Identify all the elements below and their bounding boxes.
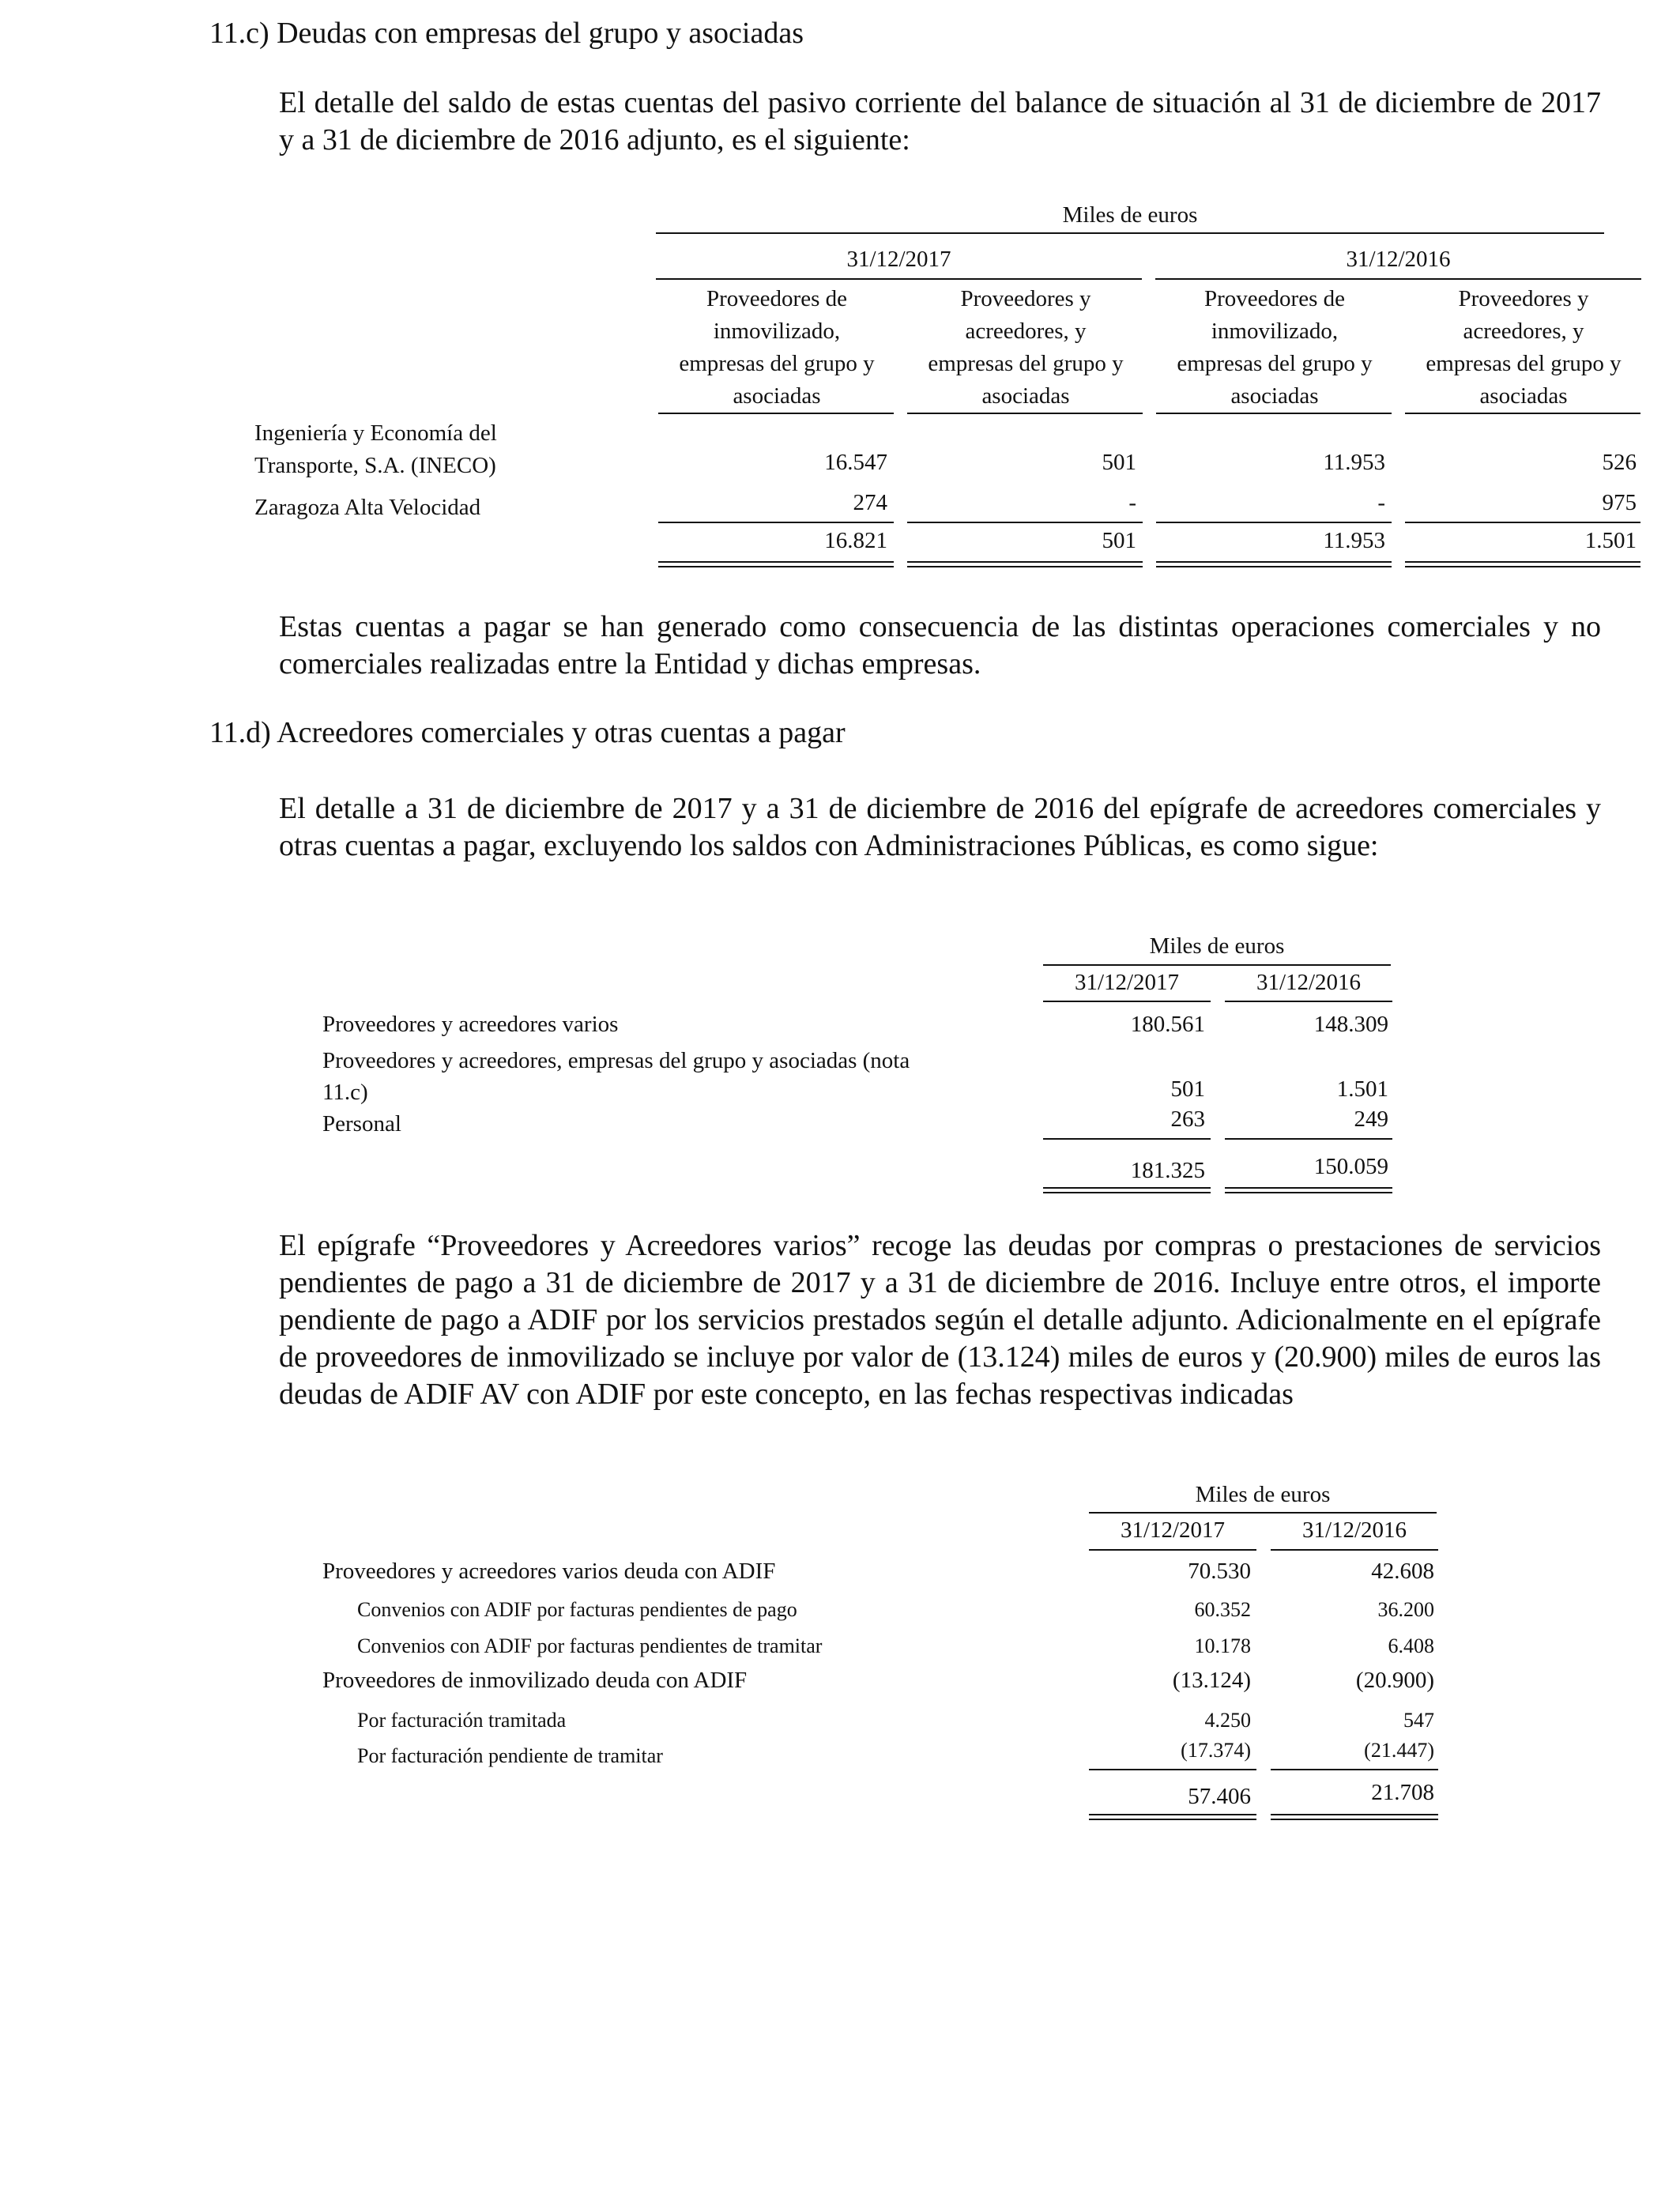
table-d-date-2016: 31/12/2016 — [1256, 970, 1362, 995]
table-d-row-label: Proveedores y acreedores varios — [322, 1012, 619, 1037]
table-adif-row-label: Por facturación tramitada — [357, 1709, 567, 1732]
table-c-cell: - — [1128, 490, 1136, 515]
table-c-unit: Miles de euros — [1062, 202, 1198, 228]
table-c-cell: 975 — [1602, 490, 1637, 515]
table-adif-cell: 42.608 — [1371, 1559, 1434, 1584]
section-c-intro: El detalle del saldo de estas cuentas del pasivo corriente del balance de situación al 31 de diciembre de 2017 y a 31 de diciembre de 2016 adjunto, es el siguiente: — [279, 86, 1601, 156]
table-c-cell: 16.547 — [824, 450, 887, 475]
table-adif-cell: (17.374) — [1181, 1739, 1251, 1762]
table-c-cell: 526 — [1602, 450, 1637, 475]
table-c-row-label: Ingeniería y Economía del Transporte, S.A. (INECO) — [254, 420, 497, 478]
table-d-total: 150.059 — [1313, 1154, 1388, 1179]
table-adif-cell: (13.124) — [1172, 1668, 1251, 1693]
table-c-total: 16.821 — [824, 528, 887, 553]
table-adif-row-label: Proveedores y acreedores varios deuda con ADIF — [322, 1559, 776, 1584]
table-c-date-2016: 31/12/2016 — [1346, 247, 1451, 272]
table-adif-cell: (21.447) — [1364, 1739, 1434, 1762]
table-adif-unit: Miles de euros — [1195, 1482, 1331, 1507]
table-adif-cell: 70.530 — [1188, 1559, 1251, 1584]
table-adif-row-label: Convenios con ADIF por facturas pendientes de pago — [357, 1598, 797, 1621]
table-d-cell: 249 — [1354, 1106, 1388, 1132]
table-c-colhead-1: Proveedores de inmovilizado, empresas del grupo y asociadas — [679, 286, 875, 409]
table-c-cell: 274 — [853, 490, 887, 515]
table-d-cell: 263 — [1170, 1106, 1205, 1132]
table-adif-cell: 547 — [1403, 1709, 1434, 1732]
table-d-row-label: Proveedores y acreedores, empresas del grupo y asociadas (nota 11.c) — [322, 1048, 910, 1105]
table-d-unit: Miles de euros — [1149, 933, 1285, 959]
table-c-total: 11.953 — [1323, 528, 1385, 553]
table-adif-cell: (20.900) — [1355, 1668, 1434, 1693]
section-c-title: 11.c) Deudas con empresas del grupo y asociadas — [209, 17, 804, 50]
table-adif-cell: 6.408 — [1388, 1634, 1434, 1657]
table-adif-date-2016: 31/12/2016 — [1301, 1517, 1407, 1543]
table-adif-date-2017: 31/12/2017 — [1120, 1517, 1226, 1543]
table-d-cell: 180.561 — [1130, 1012, 1205, 1037]
table-d-cell: 501 — [1170, 1076, 1205, 1102]
table-d-row-label: Personal — [322, 1111, 401, 1137]
table-c-total: 1.501 — [1584, 528, 1637, 553]
table-adif-cell: 36.200 — [1377, 1598, 1434, 1621]
table-adif-row-label: Convenios con ADIF por facturas pendientes de tramitar — [357, 1634, 823, 1657]
table-adif-cell: 10.178 — [1194, 1634, 1251, 1657]
section-c-outro: Estas cuentas a pagar se han generado como consecuencia de las distintas operaciones comerciales y no comerciales realizadas entre la Entidad y dichas empresas. — [279, 610, 1601, 680]
table-adif-total: 57.406 — [1188, 1784, 1251, 1809]
table-adif-cell: 4.250 — [1204, 1709, 1251, 1732]
table-c-colhead-3: Proveedores de inmovilizado, empresas del grupo y asociadas — [1177, 286, 1373, 409]
table-d-date-2017: 31/12/2017 — [1074, 970, 1180, 995]
table-d-cell: 1.501 — [1336, 1076, 1388, 1102]
table-d-cell: 148.309 — [1313, 1012, 1388, 1037]
table-c-cell: 11.953 — [1323, 450, 1385, 475]
table-c-cell: - — [1377, 490, 1385, 515]
table-c-row-label: Zaragoza Alta Velocidad — [254, 495, 481, 520]
section-d-title: 11.d) Acreedores comerciales y otras cuentas a pagar — [209, 716, 846, 749]
table-c-cell: 501 — [1102, 450, 1136, 475]
table-adif-row-label: Proveedores de inmovilizado deuda con ADIF — [322, 1668, 748, 1693]
section-d-paragraph: El epígrafe “Proveedores y Acreedores varios” recoge las deudas por compras o prestaciones de servicios pendientes de pago a 31 de diciembre de 2017 y a 31 de diciembre de 2016. Incluye entre otros, el importe pendiente de pago a ADIF por los servicios prestados según el detalle adjunto. Adicionalmente en el epígrafe de proveedores de inmovilizado se incluye por valor de (13.124) miles de euros y (20.900) miles de euros las deudas de ADIF AV con ADIF por este concepto, en las fechas respectivas indicadas — [279, 1229, 1601, 1411]
table-d-total: 181.325 — [1130, 1158, 1205, 1183]
table-adif-cell: 60.352 — [1194, 1598, 1251, 1621]
table-c-colhead-2: Proveedores y acreedores, y empresas del grupo y asociadas — [928, 286, 1124, 409]
table-c-date-2017: 31/12/2017 — [846, 247, 951, 272]
table-c-colhead-4: Proveedores y acreedores, y empresas del grupo y asociadas — [1426, 286, 1622, 409]
table-c-total: 501 — [1102, 528, 1136, 553]
table-adif-total: 21.708 — [1371, 1780, 1434, 1805]
table-adif-row-label: Por facturación pendiente de tramitar — [357, 1744, 663, 1767]
section-d-intro: El detalle a 31 de diciembre de 2017 y a 31 de diciembre de 2016 del epígrafe de acreedores comerciales y otras cuentas a pagar, excluyendo los saldos con Administraciones Públicas, es como sigue: — [279, 792, 1601, 862]
